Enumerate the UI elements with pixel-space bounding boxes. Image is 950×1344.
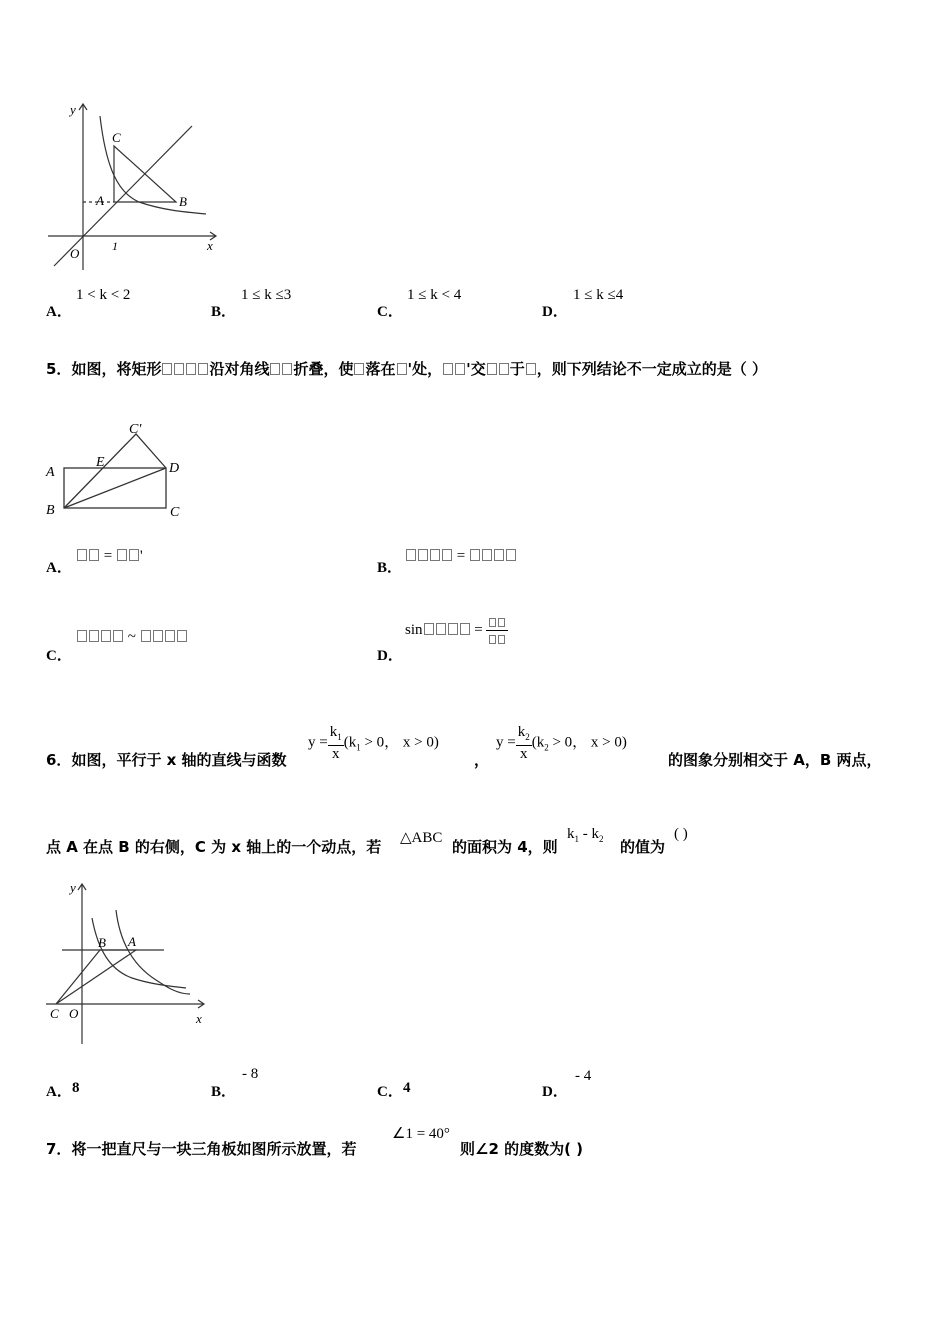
q6-option-a-text: 8 [72, 1080, 80, 1096]
q6-option-c-text: 4 [403, 1080, 411, 1096]
q6-figure [42, 878, 214, 1048]
triangle-abc [114, 146, 176, 202]
q4-option-b-text: 1 ≤ k ≤3 [241, 287, 292, 303]
q6-number-and-intro [46, 749, 287, 770]
label-one: 1 [112, 239, 118, 253]
q4-option-a-text: 1 < k < 2 [76, 287, 131, 303]
q6-function-2: y = $\frac{k_2}{x}$ ($k_2 > 0$， x > 0) [496, 724, 627, 762]
q4-option-b-label[interactable]: B． [211, 304, 237, 320]
q6-k-expression: $k_1 - k_2$ [567, 826, 604, 844]
label-c: C [112, 130, 121, 145]
q6-separator: ， [474, 751, 490, 769]
q4-option-d-label[interactable]: D． [542, 304, 568, 320]
q6-option-b-text: - 8 [242, 1066, 259, 1082]
q5-option-a-label[interactable]: A． [46, 560, 72, 576]
label-c: C [50, 1006, 59, 1021]
q6-option-d-label[interactable]: D． [542, 1084, 568, 1100]
label-c: C [170, 505, 180, 520]
q4-figure [44, 98, 224, 273]
label-d: D [169, 461, 180, 476]
q4-option-a-label[interactable]: A． [46, 304, 72, 320]
curve-k2 [116, 910, 190, 994]
q5-option-d-text: sin = [405, 614, 508, 647]
q5-figure [44, 420, 194, 525]
label-a: A [46, 465, 55, 480]
q5-text-1: 如图，将矩形 [71, 360, 162, 378]
diagonal-bd [64, 468, 166, 508]
q6-text-4: 的面积为 4，则 [452, 838, 558, 856]
q7-number: 7． [46, 1140, 72, 1158]
q7-angle: ∠1 = 40° [392, 1126, 450, 1142]
label-e: E [96, 455, 105, 470]
q6-text-5: 的值为 [620, 838, 666, 856]
q5-option-a-text: = ' [76, 548, 143, 565]
q5-text-6: 交 [470, 360, 486, 378]
q7-intro [46, 1138, 356, 1159]
q4-option-c-label[interactable]: C． [377, 304, 403, 320]
q5-stem: 5．如图，将矩形 沿对角线 折叠，使 落在 '处， '交 于 ，则下列结论不一定成立的是（ ） [46, 360, 767, 378]
q6-answer-paren: ( ) [674, 826, 688, 842]
triangle-abc [56, 950, 136, 1004]
label-b: B [98, 935, 106, 950]
q5-text-4: 落在 [365, 360, 396, 378]
q5-text-3: 折叠，使 [293, 360, 354, 378]
q6-option-c-label[interactable]: C． [377, 1084, 403, 1100]
curve-k1 [92, 918, 186, 988]
q7-text-1: 将一把直尺与一块三角板如图所示放置，若 [71, 1140, 357, 1158]
label-y: y [70, 880, 76, 895]
q7-text-2: 则∠2 的度数为( ) [460, 1140, 584, 1158]
label-a: A [96, 193, 104, 208]
q5-number: 5． [46, 360, 72, 378]
q4-option-d-text: 1 ≤ k ≤4 [573, 287, 624, 303]
q5-text-7: 于 [509, 360, 525, 378]
label-c-prime: C' [129, 422, 142, 437]
line-y-eq-x [54, 126, 192, 266]
folded-edges [64, 434, 166, 508]
q5-option-c-text: ~ [76, 629, 188, 646]
q6-triangle-abc: △ABC [400, 830, 443, 846]
q6-option-d-text: - 4 [575, 1068, 592, 1084]
q5-option-d-label[interactable]: D． [377, 648, 403, 664]
q5-text-2: 沿对角线 [209, 360, 270, 378]
q6-number: 6． [46, 751, 72, 769]
q6-option-a-label[interactable]: A． [46, 1084, 72, 1100]
q5-text-5: 处， [412, 360, 443, 378]
q4-option-c-text: 1 ≤ k < 4 [407, 287, 462, 303]
label-x: x [196, 1011, 202, 1026]
q5-text-8: ，则下列结论不一定成立的是（ ） [536, 360, 767, 378]
q5-option-b-label[interactable]: B． [377, 560, 403, 576]
q6-option-b-label[interactable]: B． [211, 1084, 237, 1100]
label-b: B [46, 503, 55, 518]
q5-option-b-text: = [405, 548, 517, 565]
label-b: B [179, 194, 187, 209]
label-o: O [70, 246, 80, 261]
label-a: A [128, 934, 136, 949]
q6-function-1: y = $\frac{k_1}{x}$ ($k_1 > 0$， x > 0) [308, 724, 439, 762]
q6-text-3: 点 A 在点 B 的右侧，C 为 x 轴上的一个动点，若 [46, 838, 382, 856]
label-o: O [69, 1006, 79, 1021]
q5-option-c-label[interactable]: C． [46, 648, 72, 664]
label-y: y [70, 102, 76, 117]
q6-text-2: 的图象分别相交于 A，B 两点， [668, 751, 882, 769]
q6-text-1: 如图，平行于 x 轴的直线与函数 [71, 751, 287, 769]
label-x: x [207, 238, 213, 253]
